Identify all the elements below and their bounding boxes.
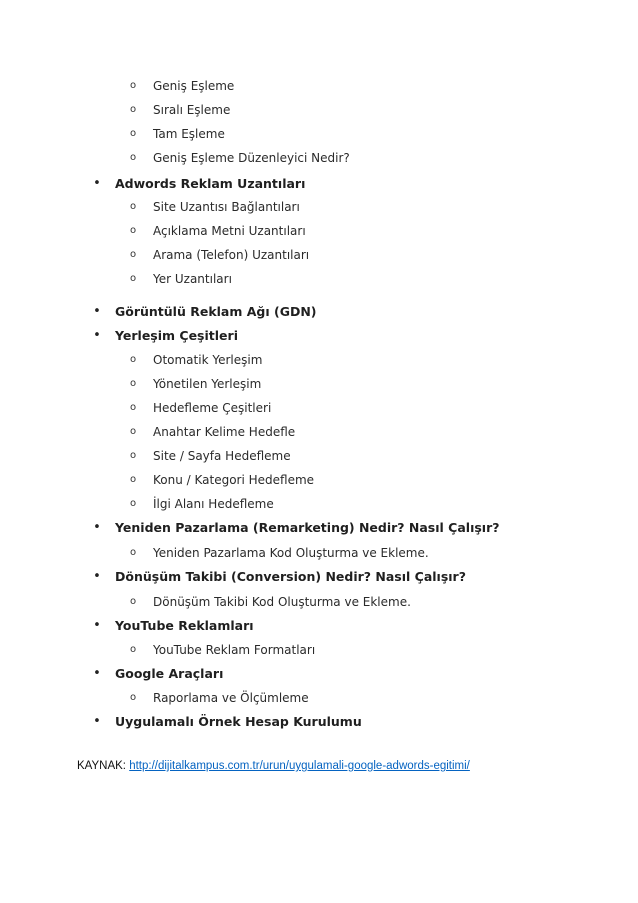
list-item-text: Uygulamalı Örnek Hesap Kurulumu — [115, 714, 362, 729]
bullet-circle-icon: o — [129, 450, 137, 461]
bullet-circle-icon: o — [129, 547, 137, 558]
source-label: KAYNAK: — [77, 760, 126, 772]
list-item-text: Google Araçları — [115, 666, 224, 681]
bullet-circle-icon: o — [129, 354, 137, 365]
list-item-text: Yönetilen Yerleşim — [153, 377, 262, 391]
list-item-text: Yeniden Pazarlama (Remarketing) Nedir? Nasıl Çalışır? — [115, 520, 500, 535]
list-item-text: Raporlama ve Ölçümleme — [153, 691, 309, 705]
list-item-text: Yeniden Pazarlama Kod Oluşturma ve Ekleme. — [153, 546, 429, 560]
bullet-circle-icon: o — [129, 80, 137, 91]
bullet-circle-icon: o — [129, 644, 137, 655]
bullet-disc-icon: • — [93, 618, 101, 633]
list-item-text: Yerleşim Çeşitleri — [115, 328, 238, 343]
bullet-disc-icon: • — [93, 176, 101, 191]
bullet-circle-icon: o — [129, 152, 137, 163]
bullet-circle-icon: o — [129, 128, 137, 139]
bullet-circle-icon: o — [129, 596, 137, 607]
list-item-text: Arama (Telefon) Uzantıları — [153, 248, 310, 262]
source-line — [77, 760, 470, 772]
bullet-disc-icon: • — [93, 569, 101, 584]
bullet-disc-icon: • — [93, 328, 101, 343]
bullet-circle-icon: o — [129, 426, 137, 437]
list-item-text: Yer Uzantıları — [153, 272, 232, 286]
list-item-text: Geniş Eşleme — [153, 79, 235, 93]
list-item-text: Otomatik Yerleşim — [153, 353, 263, 367]
bullet-circle-icon: o — [129, 692, 137, 703]
bullet-circle-icon: o — [129, 474, 137, 485]
list-item-text: Site Uzantısı Bağlantıları — [153, 200, 300, 214]
bullet-circle-icon: o — [129, 201, 137, 212]
list-item-text: YouTube Reklam Formatları — [153, 643, 316, 657]
bullet-circle-icon: o — [129, 225, 137, 236]
list-item-text: İlgi Alanı Hedefleme — [153, 497, 274, 511]
list-item-text: Adwords Reklam Uzantıları — [115, 176, 306, 191]
bullet-circle-icon: o — [129, 249, 137, 260]
list-item-text: Konu / Kategori Hedefleme — [153, 473, 315, 487]
bullet-circle-icon: o — [129, 402, 137, 413]
source-link[interactable]: http://dijitalkampus.com.tr/urun/uygulamali-google-adwords-egitimi/ — [129, 760, 470, 772]
list-item-text: Site / Sayfa Hedefleme — [153, 449, 291, 463]
list-item-text: Dönüşüm Takibi Kod Oluşturma ve Ekleme. — [153, 595, 411, 609]
list-item-text: Hedefleme Çeşitleri — [153, 401, 272, 415]
bullet-disc-icon: • — [93, 520, 101, 535]
list-item-text: Anahtar Kelime Hedefle — [153, 425, 296, 439]
list-item-text: Tam Eşleme — [153, 127, 225, 141]
bullet-disc-icon: • — [93, 666, 101, 681]
list-item-text: Dönüşüm Takibi (Conversion) Nedir? Nasıl Çalışır? — [115, 569, 466, 584]
list-item-text: Görüntülü Reklam Ağı (GDN) — [115, 304, 317, 319]
bullet-disc-icon: • — [93, 714, 101, 729]
list-item-text: Sıralı Eşleme — [153, 103, 231, 117]
bullet-circle-icon: o — [129, 104, 137, 115]
bullet-circle-icon: o — [129, 378, 137, 389]
bullet-circle-icon: o — [129, 273, 137, 284]
list-item-text: Geniş Eşleme Düzenleyici Nedir? — [153, 151, 350, 165]
list-item-text: Açıklama Metni Uzantıları — [153, 224, 306, 238]
list-item-text: YouTube Reklamları — [115, 618, 254, 633]
bullet-circle-icon: o — [129, 498, 137, 509]
bullet-disc-icon: • — [93, 304, 101, 319]
